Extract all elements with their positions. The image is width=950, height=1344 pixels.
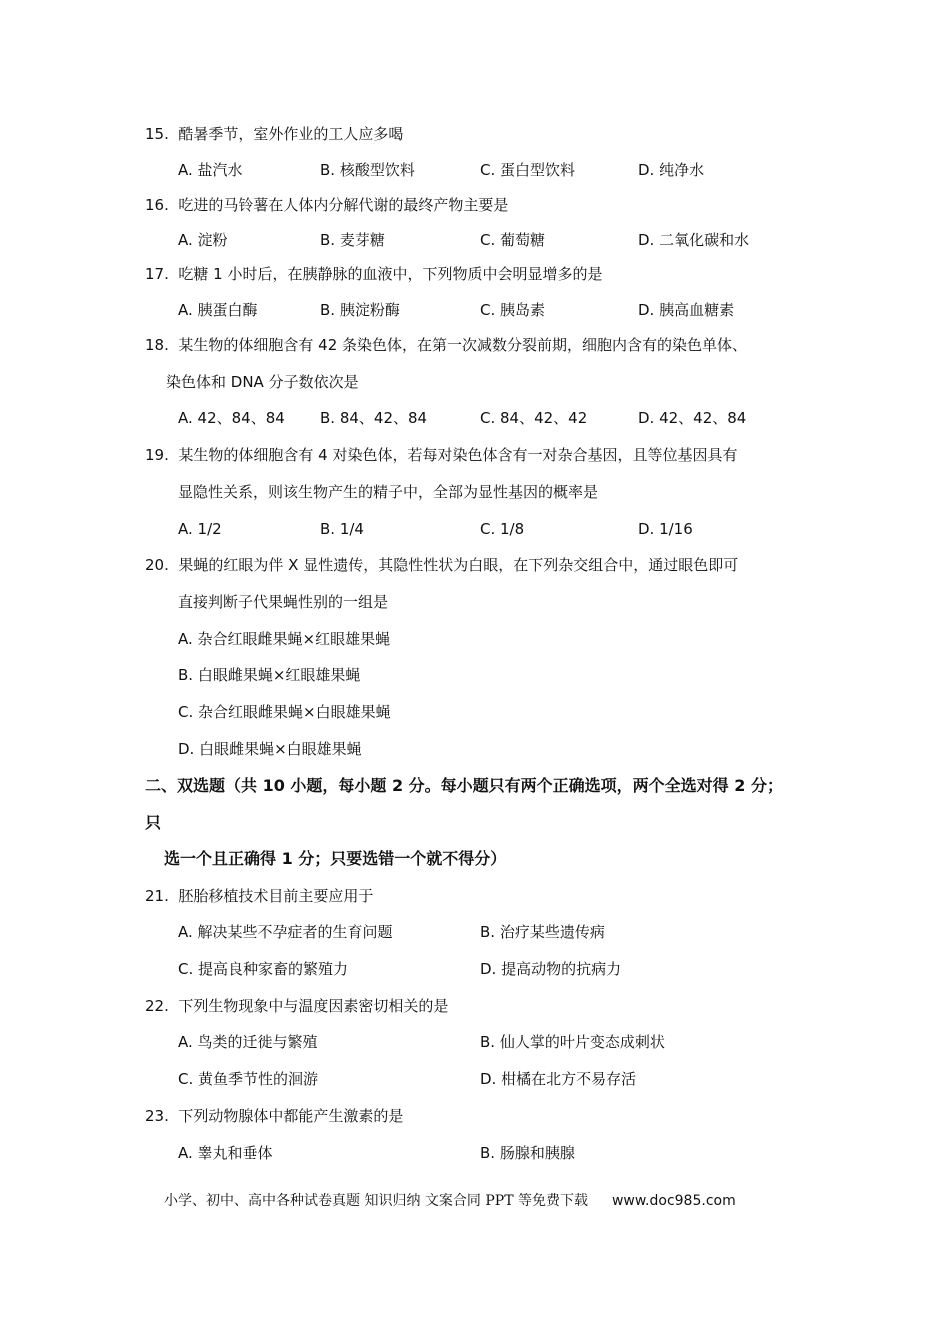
question-number: 20.: [145, 556, 169, 574]
option: B. 麦芽糖: [320, 231, 385, 249]
question-number: 23.: [145, 1107, 169, 1125]
section-heading-continued: 选一个且正确得 1 分；只要选错一个就不得分）: [164, 849, 507, 868]
option: A. 解决某些不孕症者的生育问题: [178, 923, 393, 941]
question-18: [145, 335, 747, 355]
option: C. 1/8: [480, 520, 525, 538]
option: A. 鸟类的迁徙与繁殖: [178, 1033, 318, 1051]
option: D. 纯净水: [638, 161, 705, 179]
option: D. 42、42、84: [638, 409, 747, 427]
question-16: [145, 195, 508, 215]
question-text: 酷暑季节，室外作业的工人应多喝: [178, 125, 404, 143]
option: B. 核酸型饮料: [320, 161, 415, 179]
question-number: 19.: [145, 446, 169, 464]
question-text: 下列动物腺体中都能产生激素的是: [178, 1107, 404, 1125]
question-17: [145, 264, 603, 284]
question-text: 吃进的马铃薯在人体内分解代谢的最终产物主要是: [178, 196, 509, 214]
question-number: 21.: [145, 887, 169, 905]
question-text-continued: 显隐性关系，则该生物产生的精子中，全部为显性基因的概率是: [178, 483, 599, 501]
question-text: 胚胎移植技术目前主要应用于: [178, 887, 374, 905]
question-20: [145, 555, 738, 575]
question-number: 16.: [145, 196, 169, 214]
question-22: [145, 996, 448, 1016]
option: C. 84、42、42: [480, 409, 588, 427]
section-heading: 二、双选题（共 10 小题，每小题 2 分。每小题只有两个正确选项，两个全选对得 2 分；: [145, 776, 783, 795]
option: B. 肠腺和胰腺: [480, 1144, 575, 1162]
option: B. 84、42、84: [320, 409, 428, 427]
option: A. 淀粉: [178, 231, 228, 249]
page-footer: [164, 1190, 736, 1210]
option: B. 白眼雌果蝇×红眼雄果蝇: [178, 666, 361, 684]
option: C. 胰岛素: [480, 301, 546, 319]
option: A. 42、84、84: [178, 409, 285, 427]
section-heading-continued: 只: [145, 813, 162, 832]
option: D. 提高动物的抗病力: [480, 960, 622, 978]
question-text: 吃糖 1 小时后，在胰静脉的血液中，下列物质中会明显增多的是: [178, 265, 603, 283]
question-text: 某生物的体细胞含有 42 条染色体，在第一次减数分裂前期，细胞内含有的染色单体、: [178, 336, 748, 354]
option: D. 胰高血糖素: [638, 301, 735, 319]
question-21: [145, 886, 373, 906]
option: D. 二氧化碳和水: [638, 231, 750, 249]
option: C. 提高良种家畜的繁殖力: [178, 960, 349, 978]
footer-link[interactable]: www.doc985.com: [611, 1193, 736, 1209]
option: A. 睾丸和垂体: [178, 1144, 273, 1162]
question-19: [145, 445, 738, 465]
question-number: 15.: [145, 125, 169, 143]
option: A. 盐汽水: [178, 161, 243, 179]
option: C. 葡萄糖: [480, 231, 546, 249]
option: C. 黄鱼季节性的洄游: [178, 1070, 319, 1088]
question-number: 18.: [145, 336, 169, 354]
option: B. 胰淀粉酶: [320, 301, 400, 319]
question-number: 22.: [145, 997, 169, 1015]
option: B. 仙人掌的叶片变态成刺状: [480, 1033, 665, 1051]
option: A. 杂合红眼雌果蝇×红眼雄果蝇: [178, 630, 391, 648]
option: A. 胰蛋白酶: [178, 301, 258, 319]
question-text: 某生物的体细胞含有 4 对染色体，若每对染色体含有一对杂合基因，且等位基因具有: [178, 446, 738, 464]
question-number: 17.: [145, 265, 169, 283]
option: B. 1/4: [320, 520, 364, 538]
question-text-continued: 染色体和 DNA 分子数依次是: [166, 373, 359, 391]
option: D. 1/16: [638, 520, 693, 538]
option: A. 1/2: [178, 520, 222, 538]
option: D. 柑橘在北方不易存活: [480, 1070, 637, 1088]
option: C. 杂合红眼雌果蝇×白眼雄果蝇: [178, 703, 391, 721]
question-23: [145, 1106, 403, 1126]
option: B. 治疗某些遗传病: [480, 923, 605, 941]
question-text: 下列生物现象中与温度因素密切相关的是: [178, 997, 449, 1015]
option: D. 白眼雌果蝇×白眼雄果蝇: [178, 740, 362, 758]
question-text-continued: 直接判断子代果蝇性别的一组是: [178, 593, 389, 611]
option: C. 蛋白型饮料: [480, 161, 576, 179]
footer-text: 小学、初中、高中各种试卷真题 知识归纳 文案合同 PPT 等免费下载: [164, 1193, 588, 1209]
question-15: [145, 124, 403, 144]
question-text: 果蝇的红眼为伴 X 显性遗传，其隐性性状为白眼，在下列杂交组合中，通过眼色即可: [178, 556, 739, 574]
